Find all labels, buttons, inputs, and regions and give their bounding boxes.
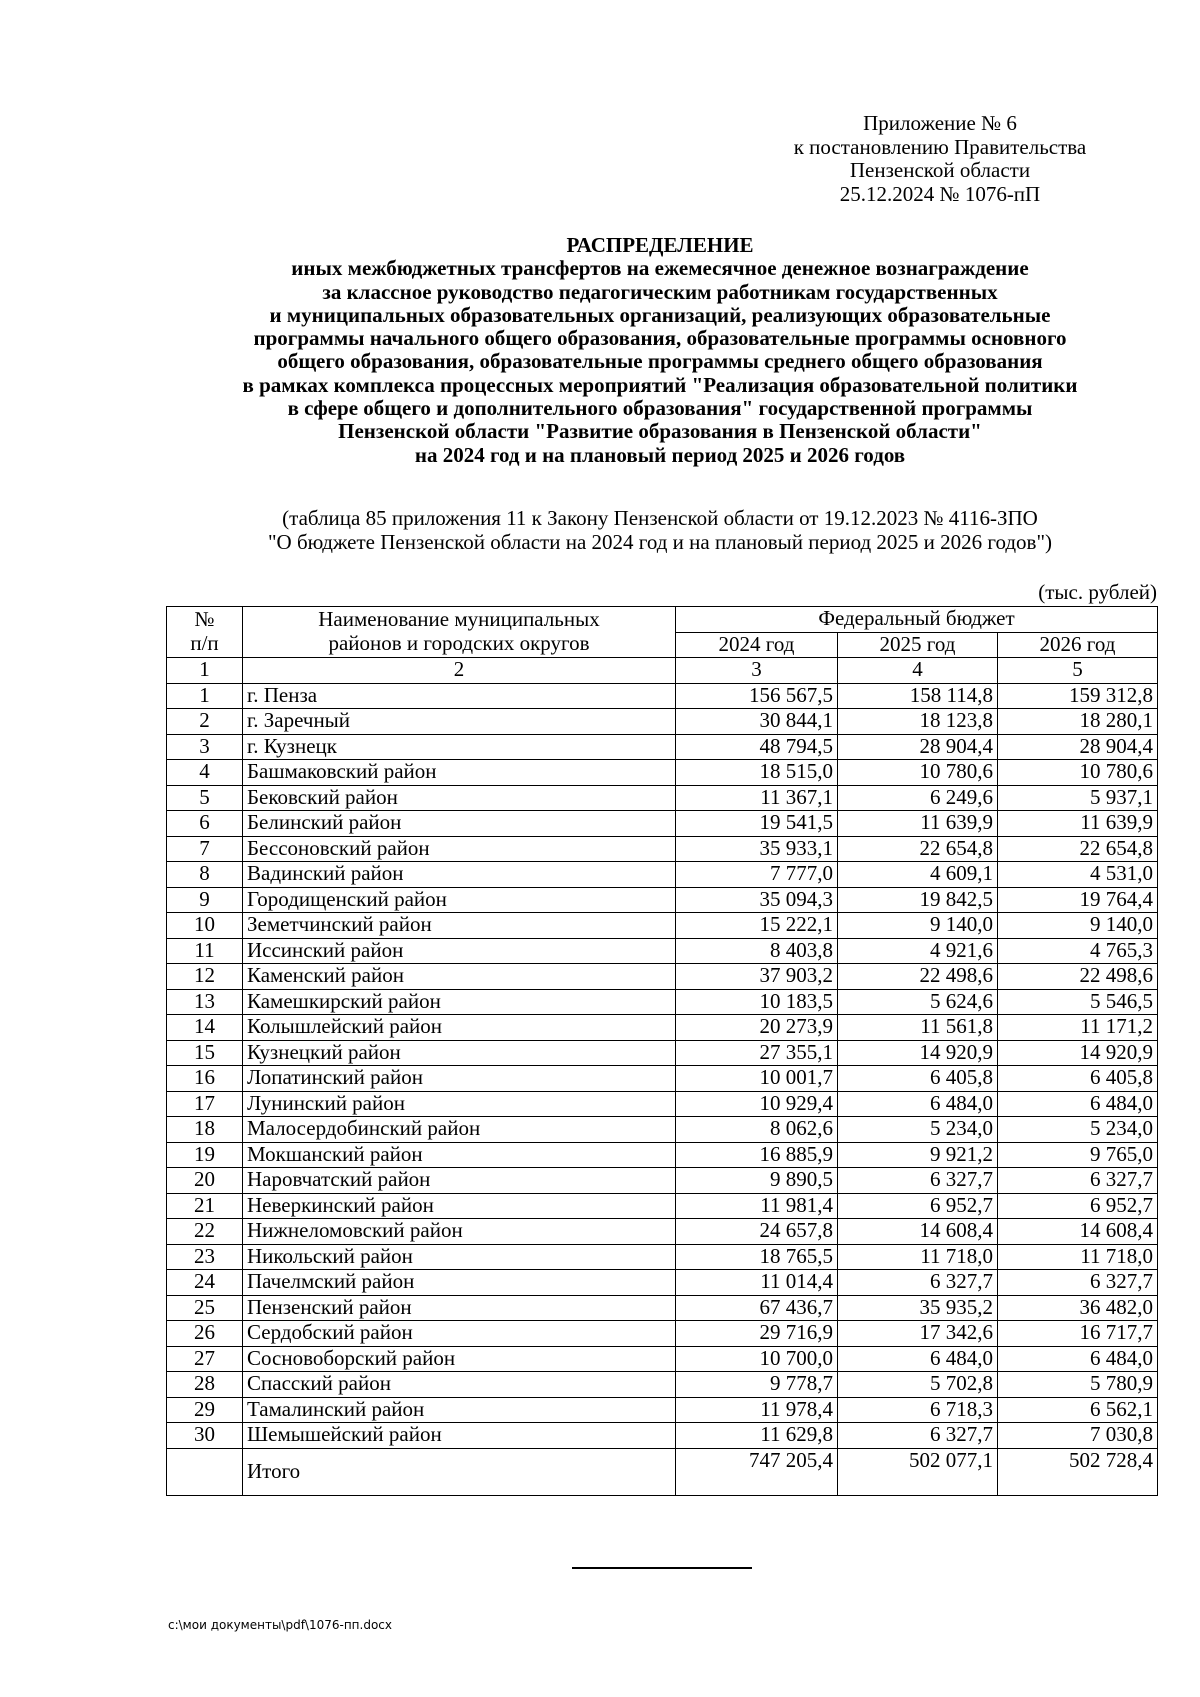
row-number: 9 — [167, 887, 243, 913]
header-federal-budget: Федеральный бюджет — [676, 607, 1158, 633]
row-name: Неверкинский район — [243, 1193, 676, 1219]
header-year-2026: 2026 год — [998, 632, 1158, 658]
row-value-2025: 6 327,7 — [838, 1270, 998, 1296]
table-row — [167, 1040, 1158, 1066]
table-row — [167, 785, 1158, 811]
row-name: Никольский район — [243, 1244, 676, 1270]
row-value-2024: 27 355,1 — [676, 1040, 838, 1066]
row-value-2025: 6 405,8 — [838, 1066, 998, 1092]
total-2025: 502 077,1 — [838, 1448, 998, 1495]
row-name: Мокшанский район — [243, 1142, 676, 1168]
table-row — [167, 709, 1158, 735]
table-row — [167, 1321, 1158, 1347]
index-cell: 1 — [167, 658, 243, 684]
title-line: программы начального общего образования, образовательные программы основного — [253, 326, 1067, 351]
row-value-2025: 14 920,9 — [838, 1040, 998, 1066]
row-value-2024: 7 777,0 — [676, 862, 838, 888]
header-number: № — [194, 607, 215, 631]
table-row — [167, 1066, 1158, 1092]
row-name: Земетчинский район — [243, 913, 676, 939]
row-value-2024: 16 885,9 — [676, 1142, 838, 1168]
row-name: Лопатинский район — [243, 1066, 676, 1092]
table-row — [167, 811, 1158, 837]
header-name-cell — [243, 607, 676, 658]
table-row — [167, 1372, 1158, 1398]
distribution-table — [166, 606, 1158, 1496]
title-heading: РАСПРЕДЕЛЕНИЕ — [566, 233, 754, 257]
header-name: Наименование муниципальных — [318, 607, 600, 631]
row-number: 3 — [167, 734, 243, 760]
document-header — [760, 112, 1120, 206]
file-path: c:\мои документы\pdf\1076-пп.docx — [168, 1618, 393, 1632]
row-value-2024: 10 929,4 — [676, 1091, 838, 1117]
row-name: Каменский район — [243, 964, 676, 990]
row-number: 15 — [167, 1040, 243, 1066]
row-value-2024: 29 716,9 — [676, 1321, 838, 1347]
row-name: Бековский район — [243, 785, 676, 811]
row-name: г. Заречный — [243, 709, 676, 735]
row-name: Башмаковский район — [243, 760, 676, 786]
row-name: Пензенский район — [243, 1295, 676, 1321]
row-number: 24 — [167, 1270, 243, 1296]
row-value-2026: 6 562,1 — [998, 1397, 1158, 1423]
row-number: 1 — [167, 683, 243, 709]
row-name: Иссинский район — [243, 938, 676, 964]
row-value-2025: 18 123,8 — [838, 709, 998, 735]
table-row — [167, 964, 1158, 990]
row-number: 20 — [167, 1168, 243, 1194]
row-name: Лунинский район — [243, 1091, 676, 1117]
row-value-2024: 9 890,5 — [676, 1168, 838, 1194]
table-row — [167, 989, 1158, 1015]
header-name-2: районов и городских округов — [328, 631, 590, 655]
row-value-2025: 17 342,6 — [838, 1321, 998, 1347]
row-name: Кузнецкий район — [243, 1040, 676, 1066]
row-value-2025: 28 904,4 — [838, 734, 998, 760]
table-index-row — [167, 658, 1158, 684]
row-name: Нижнеломовский район — [243, 1219, 676, 1245]
table-row — [167, 1423, 1158, 1449]
row-number: 17 — [167, 1091, 243, 1117]
total-label: Итого — [243, 1448, 676, 1495]
row-value-2026: 4 765,3 — [998, 938, 1158, 964]
row-value-2026: 7 030,8 — [998, 1423, 1158, 1449]
row-number: 4 — [167, 760, 243, 786]
row-name: Сосновоборский район — [243, 1346, 676, 1372]
table-row — [167, 1168, 1158, 1194]
row-number: 27 — [167, 1346, 243, 1372]
row-value-2024: 11 367,1 — [676, 785, 838, 811]
row-value-2025: 5 624,6 — [838, 989, 998, 1015]
row-name: Вадинский район — [243, 862, 676, 888]
row-name: Наровчатский район — [243, 1168, 676, 1194]
table-row — [167, 913, 1158, 939]
row-value-2026: 6 484,0 — [998, 1091, 1158, 1117]
title-line: иных межбюджетных трансфертов на ежемесячное денежное вознаграждение — [291, 256, 1029, 281]
table-row — [167, 1397, 1158, 1423]
row-value-2026: 18 280,1 — [998, 709, 1158, 735]
row-value-2026: 9 765,0 — [998, 1142, 1158, 1168]
row-value-2025: 9 140,0 — [838, 913, 998, 939]
title-line: на 2024 год и на плановый период 2025 и 2026 годов — [414, 442, 906, 467]
table-row — [167, 1219, 1158, 1245]
title-line: общего образования, образовательные программы среднего общего образования — [277, 349, 1043, 374]
row-value-2025: 6 484,0 — [838, 1091, 998, 1117]
total-number-cell — [167, 1448, 243, 1495]
total-row — [167, 1448, 1158, 1495]
total-2026: 502 728,4 — [998, 1448, 1158, 1495]
row-value-2024: 10 183,5 — [676, 989, 838, 1015]
document-title — [140, 234, 1180, 467]
footer-divider — [572, 1567, 752, 1569]
header-number-2: п/п — [190, 631, 219, 655]
row-name: Городищенский район — [243, 887, 676, 913]
row-value-2026: 28 904,4 — [998, 734, 1158, 760]
title-line: в сфере общего и дополнительного образования" государственной программы — [287, 396, 1033, 421]
row-number: 8 — [167, 862, 243, 888]
row-name: Пачелмский район — [243, 1270, 676, 1296]
row-value-2026: 6 484,0 — [998, 1346, 1158, 1372]
row-name: Колышлейский район — [243, 1015, 676, 1041]
table-header-row-1 — [167, 607, 1158, 633]
table-row — [167, 1244, 1158, 1270]
row-value-2025: 11 718,0 — [838, 1244, 998, 1270]
table-row — [167, 938, 1158, 964]
row-value-2025: 22 654,8 — [838, 836, 998, 862]
table-row — [167, 1142, 1158, 1168]
row-value-2025: 158 114,8 — [838, 683, 998, 709]
row-value-2025: 6 327,7 — [838, 1423, 998, 1449]
title-line: в рамках комплекса процессных мероприятий "Реализация образовательной политики — [242, 372, 1078, 397]
row-number: 28 — [167, 1372, 243, 1398]
title-line: за классное руководство педагогическим работникам государственных — [322, 279, 998, 304]
row-name: Бессоновский район — [243, 836, 676, 862]
row-value-2024: 10 700,0 — [676, 1346, 838, 1372]
row-number: 6 — [167, 811, 243, 837]
row-value-2025: 6 484,0 — [838, 1346, 998, 1372]
row-value-2024: 18 515,0 — [676, 760, 838, 786]
row-value-2025: 35 935,2 — [838, 1295, 998, 1321]
row-value-2026: 5 937,1 — [998, 785, 1158, 811]
row-value-2026: 16 717,7 — [998, 1321, 1158, 1347]
row-value-2024: 19 541,5 — [676, 811, 838, 837]
row-value-2024: 156 567,5 — [676, 683, 838, 709]
row-name: Сердобский район — [243, 1321, 676, 1347]
row-value-2025: 11 561,8 — [838, 1015, 998, 1041]
row-name: Малосердобинский район — [243, 1117, 676, 1143]
row-value-2026: 14 608,4 — [998, 1219, 1158, 1245]
row-number: 19 — [167, 1142, 243, 1168]
title-line: и муниципальных образовательных организаций, реализующих образовательные — [269, 302, 1051, 327]
row-number: 10 — [167, 913, 243, 939]
table-row — [167, 887, 1158, 913]
row-number: 18 — [167, 1117, 243, 1143]
row-number: 30 — [167, 1423, 243, 1449]
row-value-2024: 8 403,8 — [676, 938, 838, 964]
resolution-ref: к постановлению Правительства — [793, 134, 1087, 159]
row-number: 13 — [167, 989, 243, 1015]
row-value-2024: 37 903,2 — [676, 964, 838, 990]
index-cell: 3 — [676, 658, 838, 684]
row-value-2024: 35 094,3 — [676, 887, 838, 913]
table-row — [167, 1015, 1158, 1041]
row-name: Спасский район — [243, 1372, 676, 1398]
header-year-2024: 2024 год — [676, 632, 838, 658]
row-value-2026: 159 312,8 — [998, 683, 1158, 709]
row-value-2025: 11 639,9 — [838, 811, 998, 837]
row-name: Камешкирский район — [243, 989, 676, 1015]
row-value-2026: 36 482,0 — [998, 1295, 1158, 1321]
row-number: 11 — [167, 938, 243, 964]
row-value-2026: 6 405,8 — [998, 1066, 1158, 1092]
row-value-2026: 5 546,5 — [998, 989, 1158, 1015]
row-name: г. Пенза — [243, 683, 676, 709]
row-value-2025: 19 842,5 — [838, 887, 998, 913]
row-value-2025: 22 498,6 — [838, 964, 998, 990]
row-value-2025: 14 608,4 — [838, 1219, 998, 1245]
row-number: 14 — [167, 1015, 243, 1041]
row-value-2026: 10 780,6 — [998, 760, 1158, 786]
row-name: Тамалинский район — [243, 1397, 676, 1423]
row-value-2025: 6 952,7 — [838, 1193, 998, 1219]
resolution-date: 25.12.2024 № 1076-пП — [839, 181, 1041, 206]
source-line-1: (таблица 85 приложения 11 к Закону Пензенской области от 19.12.2023 № 4116-ЗПО — [282, 506, 1038, 530]
row-number: 25 — [167, 1295, 243, 1321]
row-value-2024: 30 844,1 — [676, 709, 838, 735]
row-value-2024: 20 273,9 — [676, 1015, 838, 1041]
row-value-2024: 10 001,7 — [676, 1066, 838, 1092]
row-value-2024: 24 657,8 — [676, 1219, 838, 1245]
row-number: 2 — [167, 709, 243, 735]
row-value-2024: 15 222,1 — [676, 913, 838, 939]
row-value-2024: 9 778,7 — [676, 1372, 838, 1398]
title-line: Пензенской области "Развитие образования в Пензенской области" — [338, 419, 982, 444]
row-value-2026: 11 639,9 — [998, 811, 1158, 837]
index-cell: 5 — [998, 658, 1158, 684]
region-name: Пензенской области — [849, 158, 1031, 182]
row-value-2026: 22 498,6 — [998, 964, 1158, 990]
table-row — [167, 1270, 1158, 1296]
table-row — [167, 836, 1158, 862]
row-value-2026: 6 327,7 — [998, 1270, 1158, 1296]
table-row — [167, 1193, 1158, 1219]
index-cell: 2 — [243, 658, 676, 684]
table-row — [167, 734, 1158, 760]
table-body — [167, 683, 1158, 1448]
row-value-2025: 9 921,2 — [838, 1142, 998, 1168]
appendix-number: Приложение № 6 — [863, 111, 1017, 135]
table-row — [167, 1295, 1158, 1321]
row-value-2026: 19 764,4 — [998, 887, 1158, 913]
table-row — [167, 1091, 1158, 1117]
row-value-2024: 11 014,4 — [676, 1270, 838, 1296]
row-number: 22 — [167, 1219, 243, 1245]
header-number-cell — [167, 607, 243, 658]
row-value-2024: 18 765,5 — [676, 1244, 838, 1270]
row-value-2024: 11 978,4 — [676, 1397, 838, 1423]
row-value-2024: 48 794,5 — [676, 734, 838, 760]
row-value-2026: 6 327,7 — [998, 1168, 1158, 1194]
row-value-2025: 4 609,1 — [838, 862, 998, 888]
row-number: 29 — [167, 1397, 243, 1423]
row-number: 26 — [167, 1321, 243, 1347]
row-value-2026: 6 952,7 — [998, 1193, 1158, 1219]
row-value-2026: 5 780,9 — [998, 1372, 1158, 1398]
row-value-2025: 5 702,8 — [838, 1372, 998, 1398]
row-number: 21 — [167, 1193, 243, 1219]
row-value-2025: 6 327,7 — [838, 1168, 998, 1194]
row-value-2024: 35 933,1 — [676, 836, 838, 862]
row-number: 5 — [167, 785, 243, 811]
row-value-2025: 5 234,0 — [838, 1117, 998, 1143]
table-row — [167, 862, 1158, 888]
row-value-2024: 11 981,4 — [676, 1193, 838, 1219]
row-value-2024: 11 629,8 — [676, 1423, 838, 1449]
table-row — [167, 1117, 1158, 1143]
units-label: (тыс. рублей) — [1038, 580, 1157, 604]
row-value-2026: 4 531,0 — [998, 862, 1158, 888]
row-name: Белинский район — [243, 811, 676, 837]
row-value-2026: 9 140,0 — [998, 913, 1158, 939]
row-value-2025: 10 780,6 — [838, 760, 998, 786]
row-number: 23 — [167, 1244, 243, 1270]
row-value-2026: 14 920,9 — [998, 1040, 1158, 1066]
row-name: г. Кузнецк — [243, 734, 676, 760]
total-2024: 747 205,4 — [676, 1448, 838, 1495]
row-number: 12 — [167, 964, 243, 990]
row-value-2025: 4 921,6 — [838, 938, 998, 964]
header-year-2025: 2025 год — [838, 632, 998, 658]
row-name: Шемышейский район — [243, 1423, 676, 1449]
row-value-2025: 6 249,6 — [838, 785, 998, 811]
row-number: 7 — [167, 836, 243, 862]
table-row — [167, 1346, 1158, 1372]
row-value-2024: 67 436,7 — [676, 1295, 838, 1321]
source-reference — [140, 506, 1180, 554]
row-value-2026: 11 718,0 — [998, 1244, 1158, 1270]
title-lines — [140, 257, 1180, 467]
row-value-2026: 5 234,0 — [998, 1117, 1158, 1143]
row-number: 16 — [167, 1066, 243, 1092]
row-value-2024: 8 062,6 — [676, 1117, 838, 1143]
index-cell: 4 — [838, 658, 998, 684]
row-value-2025: 6 718,3 — [838, 1397, 998, 1423]
table-row — [167, 683, 1158, 709]
row-value-2026: 11 171,2 — [998, 1015, 1158, 1041]
row-value-2026: 22 654,8 — [998, 836, 1158, 862]
source-line-2: "О бюджете Пензенской области на 2024 год и на плановый период 2025 и 2026 годов") — [267, 530, 1053, 554]
table-row — [167, 760, 1158, 786]
